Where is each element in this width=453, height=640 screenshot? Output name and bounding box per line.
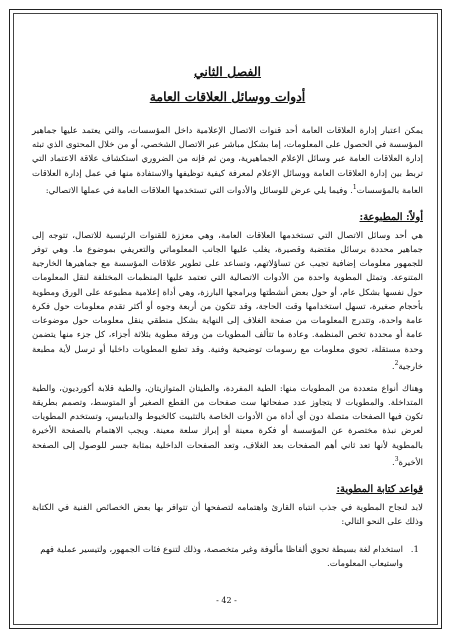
intro-paragraph: يمكن اعتبار إدارة العلاقات العامة أحد قنوات الاتصال الإعلامية داخل المؤسسات، والتي يعتمد عليها جماهير المؤسسة في الحصول على المعلومات، إما بشكل مباشر عبر الاتصال الشخصي، أو من خلال المحتوى الذي تبثه إدارة العلاقات العامة عبر وسائل الإعلام الجماهيرية، ومن ثم فإنه من الضروري استكشاف علاقة الاعتماد التي تربط بين إدارة العلاقات العامة ووسائل الإعلام لمعرفة كيفية توظيفها والاستفادة منها في عمل إدارة العلاقات العامة بالمؤسسات$^1$. وفيما يلي عرض للوسائل والأدوات التي تستخدمها العلاقات العامة في عملها الاتصالي: — [31, 126, 423, 196]
page-content — [32, 22, 423, 572]
page-number: - 42 - — [216, 596, 237, 605]
footnote-ref: 1 — [352, 183, 357, 191]
list-item — [32, 543, 419, 571]
list-item-number: 1. — [410, 545, 419, 556]
brochure-paragraph-1: هي أحد وسائل الاتصال التي تستخدمها العلاقات العامة، وهي معززة للقنوات الرئيسية للاتصال، تتوجه إلى جماهير محددة برسائل مقتضبة وقصيرة، يغلب عليها الجانب المعلوماتي والتعريفي بموضوع ما. وهي توفر للجمهور معلومات إضافية تجيب عن تساؤلاتهم، وتساعد على تطوير علاقات المؤسسة مع جماهيرها الخارجية المتنوعة. وتمثل المطوية واحدة من الأدوات الاتصالية التي تعتمد عليها المنظمات المختلفة لنقل المعلومات حول نفسها بشكل عام، أو حول بعض أنشطتها وبرامجها البارزة، وهي أداة إعلامية مطبوعة على الورق ومطوية بأحجام صغيرة، تسهل استخدامها وقت الحاجة، وقد تتكون من أربعة وجوه أو أكثر تقدم معلومات حول فكرة عامة واحدة، وتتدرج المعلومات من صفحة الغلاف إلى النهاية بشكل منطقي ينقل معلومات حول موضوعات عامة أو محددة تخص المنظمة. وعادة ما تتألف المطويات من ورقة مطوية بثلاثة أجزاء، كل جزء منها يتضمن وحدة مستقلة، تحوي معلومات مع رسومات توضيحية وفنية. وقد تطبع المطويات داخليا أو ترسل لأية مطبعة خارجية$^2$. — [32, 230, 423, 372]
list-item-text: استخدام لغة بسيطة تحوي ألفاظا مألوفة وغير متخصصة، وذلك لتنوع فئات الجمهور، ولتيسير عملية فهم واستيعاب المعلومات. — [40, 545, 403, 570]
section-heading-brochure: أولاً: المطبوعة: — [359, 211, 423, 223]
chapter-title: أدوات ووسائل العلاقات العامة — [149, 89, 306, 104]
brochure-paragraph-2: وهناك أنواع متعددة من المطويات منها: الطية المفردة، والطيتان المتوازيتان، والطية قلابة أكورديون، والطية المتداخلة. والمطويات لا يتجاوز عدد صفحاتها ست صفحات من القطع الصغير أو المتوسط، وتصمم بطريقة تكون فيها الصفحات متصلة دون أي أداة من الأدوات الخاصة بالتثبيت كالخيوط والدبابيس، وتستخدم المطويات لعرض نبذة مختصرة عن المؤسسة أو فكرة معينة أو إبراز سلعة معينة. ويجب الاهتمام بالصفحة الأخيرة بالمطوية لأنها تعد ثاني أهم الصفحات بعد الغلاف، وتعد الصفحات الداخلية بمثابة جسر للوصول إلى الصفحة الأخيرة$^3$. — [32, 383, 423, 468]
footnote-ref: 2 — [394, 359, 399, 367]
writing-rules-intro: لابد لنجاح المطوية في جذب انتباه القارئ واهتمامه لتصفحها أن تتوافر بها بعض الخصائص الفنية في الكتابة وذلك على النحو التالي: — [32, 502, 423, 528]
section-heading-writing-rules: قواعد كتابة المطوية: — [336, 483, 423, 495]
footnote-ref: 3 — [394, 455, 399, 463]
chapter-label: الفصل الثاني — [193, 64, 262, 79]
